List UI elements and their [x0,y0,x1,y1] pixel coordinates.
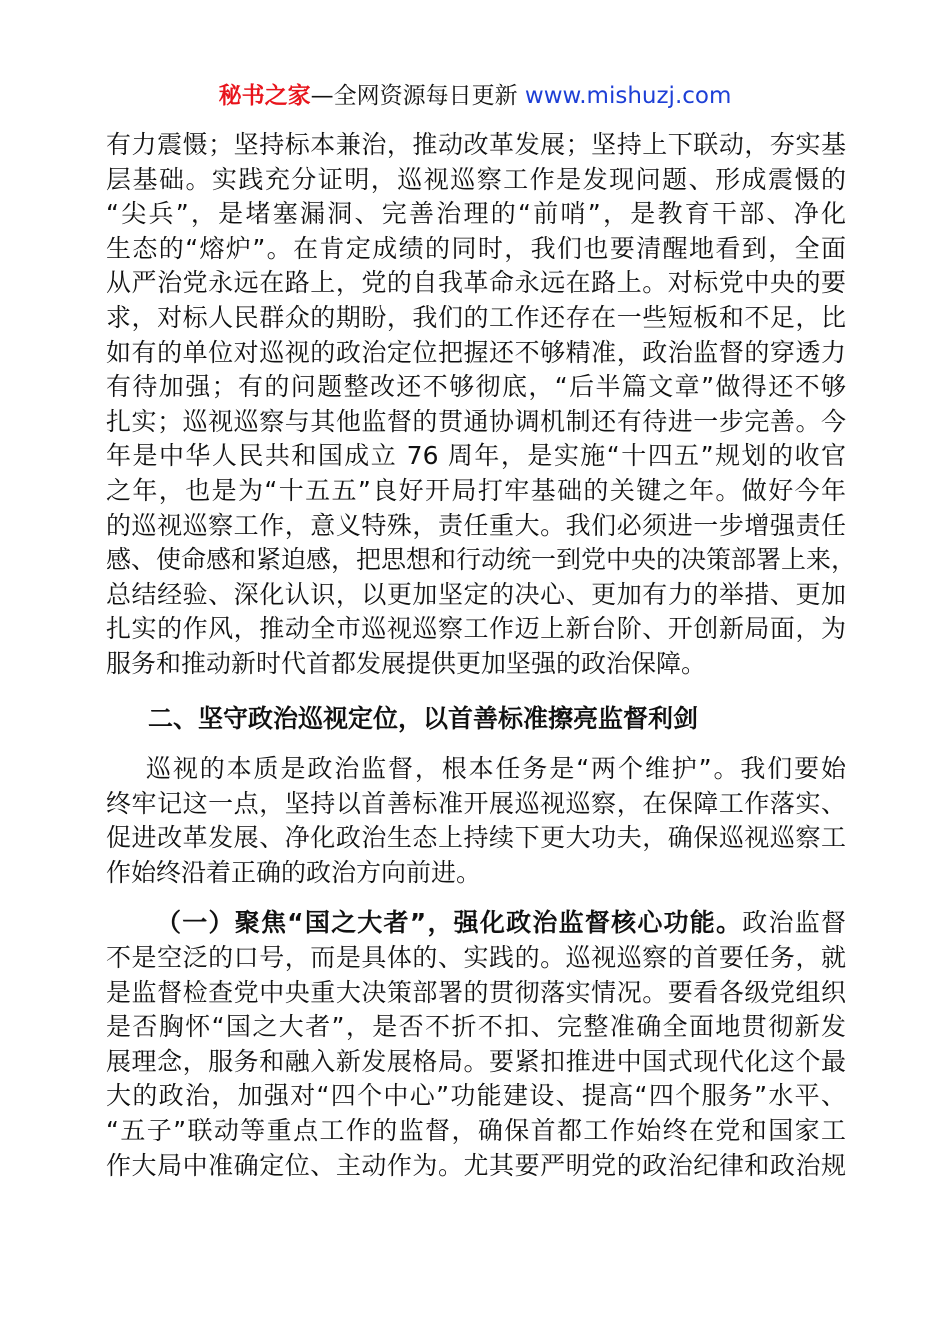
text-line: 年是中华人民共和国成立 76 周年，是实施“十四五”规划的收官 [106,441,846,471]
page-header [0,78,950,114]
text-line: 是否胸怀“国之大者”，是否不折不扣、完整准确全面地贯彻新发 [106,1012,846,1042]
document-body [106,128,857,1183]
text-line: 有待加强；有的问题整改还不够彻底，“后半篇文章”做得还不够 [106,372,846,402]
text-line: 巡视的本质是政治监督，根本任务是“两个维护”。我们要始 [146,754,846,784]
text-line: 生态的“熔炉”。在肯定成绩的同时，我们也要清醒地看到，全面 [106,233,846,263]
subsection-lead: （一）聚焦“国之大者”，强化政治监督核心功能。 [156,908,743,938]
text-line: 服务和推动新时代首都发展提供更加坚强的政治保障。 [106,648,707,678]
text-line: 作大局中准确定位、主动作为。尤其要严明党的政治纪律和政治规 [106,1150,846,1180]
text-line: 展理念，服务和融入新发展格局。要紧扣推进中国式现代化这个最 [106,1046,846,1076]
site-url[interactable]: www.mishuzj.com [524,83,732,109]
text-line: “尖兵”，是堵塞漏洞、完善治理的“前哨”，是教育干部、净化 [106,199,846,229]
text-line: 作始终沿着正确的政治方向前进。 [106,857,482,887]
text-line-first [106,906,846,941]
text-line: 如有的单位对巡视的政治定位把握还不够精准，政治监督的穿透力 [106,337,846,367]
section-heading: 二、坚守政治巡视定位，以首善标准擦亮监督利剑 [148,703,699,733]
paragraph-continuation [106,128,857,682]
paragraph-subsection-one [106,906,846,1183]
text-line: 大的政治，加强对“四个中心”功能建设、提高“四个服务”水平、 [106,1081,846,1111]
text-line: 扎实的作风，推动全市巡视巡察工作迈上新台阶、开创新局面，为 [106,614,846,644]
text-line: 之年，也是为“十五五”良好开局打牢基础的关键之年。做好今年 [106,475,846,505]
text-line: 从严治党永远在路上，党的自我革命永远在路上。对标党中央的要 [106,268,846,298]
text-line: 不是空泛的口号，而是具体的、实践的。巡视巡察的首要任务，就 [106,943,846,973]
lead-rest: 政治监督 [742,908,846,938]
site-brand: 秘书之家 [218,83,311,109]
text-line: 促进改革发展、净化政治生态上持续下更大功夫，确保巡视巡察工 [106,823,846,853]
text-line: 感、使命感和紧迫感，把思想和行动统一到党中央的决策部署上来， [106,545,857,575]
paragraph-section-intro [106,752,846,890]
text-line: 终牢记这一点，坚持以首善标准开展巡视巡察，在保障工作落实、 [106,788,846,818]
text-line: 总结经验、深化认识，以更加坚定的决心、更加有力的举措、更加 [106,579,846,609]
text-line: 的巡视巡察工作，意义特殊，责任重大。我们必须进一步增强责任 [106,510,846,540]
text-line: 扎实；巡视巡察与其他监督的贯通协调机制还有待进一步完善。今 [106,406,846,436]
text-line: “五子”联动等重点工作的监督，确保首都工作始终在党和国家工 [106,1116,846,1146]
text-line: 有力震慑；坚持标本兼治，推动改革发展；坚持上下联动，夯实基 [106,130,846,159]
site-tagline: —全网资源每日更新 [310,83,525,109]
text-line: 求，对标人民群众的期盼，我们的工作还存在一些短板和不足，比 [106,302,846,332]
text-line: 层基础。实践充分证明，巡视巡察工作是发现问题、形成震慑的 [106,164,846,194]
text-line: 是监督检查党中央重大决策部署的贯彻落实情况。要看各级党组织 [106,977,846,1007]
